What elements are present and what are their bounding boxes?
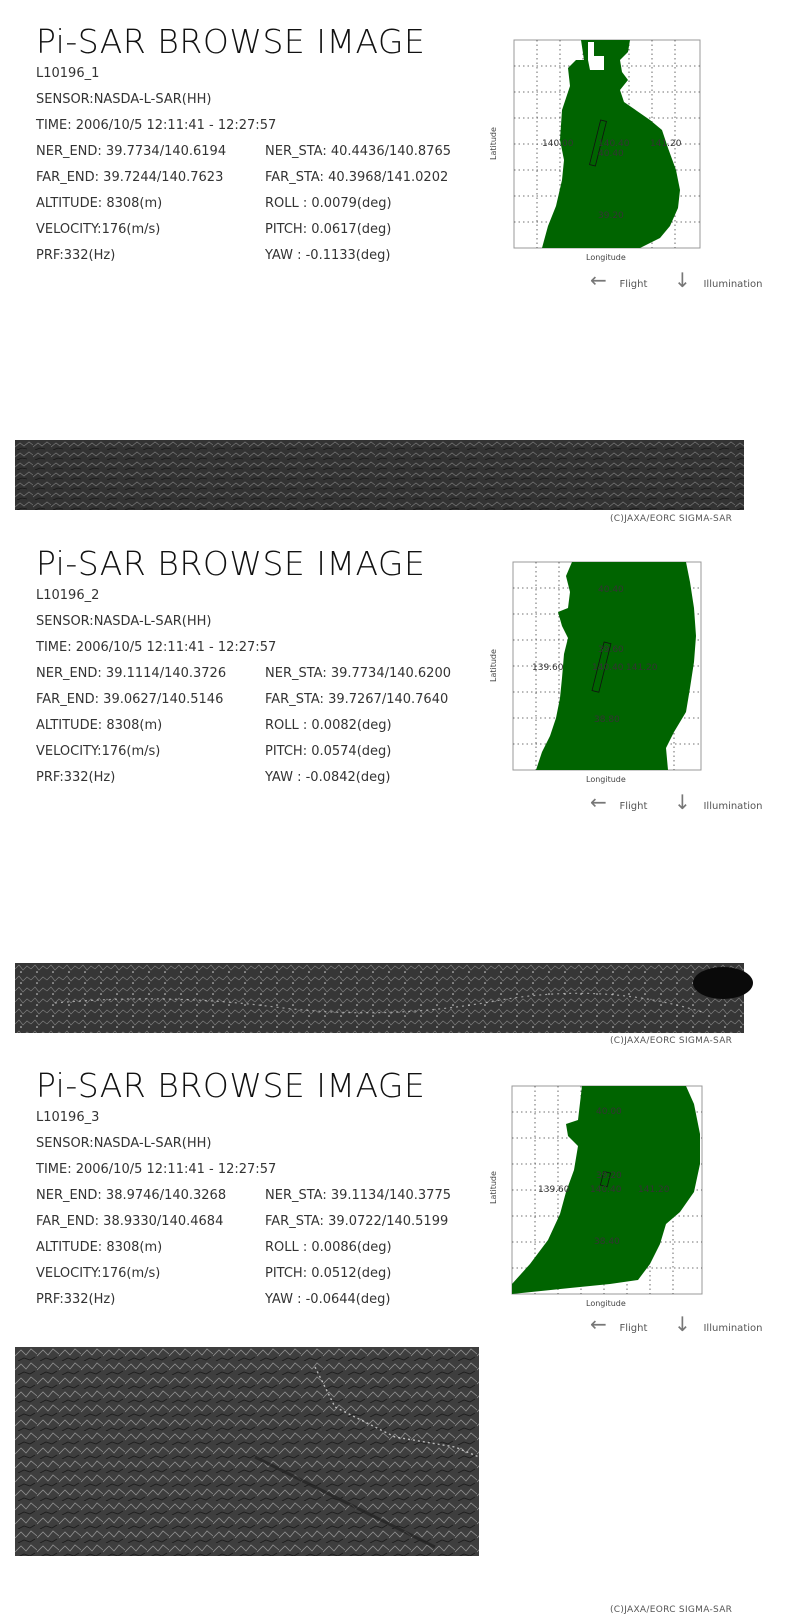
prf: PRF:332(Hz) (36, 770, 116, 785)
time-text: TIME: 2006/10/5 12:11:41 - 12:27:57 (36, 640, 277, 655)
credit-text: (C)JAXA/EORC SIGMA-SAR (610, 1605, 733, 1615)
roll: ROLL : 0.0086(deg) (265, 1240, 392, 1255)
velocity: VELOCITY:176(m/s) (36, 1266, 161, 1281)
lon-mid-label: 140.40 (592, 663, 624, 673)
illumination-arrow-icon: ↓ (674, 268, 691, 292)
lon-mid-label: 140.40 (598, 139, 630, 149)
location-map (490, 1074, 730, 1314)
flight-arrow-icon: ← (590, 1312, 607, 1336)
yaw: YAW : -0.0842(deg) (265, 770, 391, 785)
lat-top-label: 40.00 (596, 1107, 622, 1117)
lon-right-label: 141.20 (650, 139, 682, 149)
sensor-text: SENSOR:NASDA-L-SAR(HH) (36, 92, 212, 107)
scene-id: L10196_1 (36, 66, 100, 81)
lon-left-label: 139.60 (538, 1185, 570, 1195)
credit-text: (C)JAXA/EORC SIGMA-SAR (610, 1036, 733, 1046)
yaw: YAW : -0.0644(deg) (265, 1292, 391, 1307)
lat-mid-label: 40.40 (598, 149, 624, 159)
ner-end: NER_END: 39.7734/140.6194 (36, 144, 227, 159)
ner-end: NER_END: 39.1114/140.3726 (36, 666, 227, 681)
illumination-arrow-icon: ↓ (674, 790, 691, 814)
lat-top-label: 40.40 (598, 585, 624, 595)
roll: ROLL : 0.0082(deg) (265, 718, 392, 733)
pitch: PITCH: 0.0512(deg) (265, 1266, 392, 1281)
far-end: FAR_END: 39.0627/140.5146 (36, 692, 224, 707)
yaw: YAW : -0.1133(deg) (265, 248, 391, 263)
illumination-arrow-icon: ↓ (674, 1312, 691, 1336)
pitch: PITCH: 0.0617(deg) (265, 222, 392, 237)
flight-arrow-icon: ← (590, 790, 607, 814)
roll: ROLL : 0.0079(deg) (265, 196, 392, 211)
prf: PRF:332(Hz) (36, 248, 116, 263)
sar-strip-image-1 (15, 440, 744, 510)
illumination-label: Illumination (703, 801, 763, 812)
ner-sta: NER_STA: 39.7734/140.6200 (265, 666, 451, 681)
map-xlabel: Longitude (586, 253, 626, 262)
map-ylabel: Latitude (489, 649, 498, 682)
far-sta: FAR_STA: 40.3968/141.0202 (265, 170, 449, 185)
lon-left-label: 140.00 (542, 139, 574, 149)
lon-right-label: 141.20 (638, 1185, 670, 1195)
flight-label: Flight (619, 279, 648, 290)
lat-bottom-label: 39.20 (598, 211, 624, 221)
location-map (490, 552, 730, 792)
page-title: Pi-SAR BROWSE IMAGE (36, 544, 426, 583)
velocity: VELOCITY:176(m/s) (36, 744, 161, 759)
map-xlabel: Longitude (586, 775, 626, 784)
flight-arrow-icon: ← (590, 268, 607, 292)
prf: PRF:332(Hz) (36, 1292, 116, 1307)
altitude: ALTITUDE: 8308(m) (36, 718, 163, 733)
page-title: Pi-SAR BROWSE IMAGE (36, 22, 426, 61)
scene-id: L10196_3 (36, 1110, 100, 1125)
altitude: ALTITUDE: 8308(m) (36, 196, 163, 211)
location-map (490, 30, 730, 270)
velocity: VELOCITY:176(m/s) (36, 222, 161, 237)
lon-left-label: 139.60 (532, 663, 564, 673)
ner-end: NER_END: 38.9746/140.3268 (36, 1188, 227, 1203)
altitude: ALTITUDE: 8308(m) (36, 1240, 163, 1255)
map-xlabel: Longitude (586, 1299, 626, 1308)
scene-id: L10196_2 (36, 588, 100, 603)
flight-label: Flight (619, 1323, 648, 1334)
lon-right-label: 141.20 (626, 663, 658, 673)
illumination-label: Illumination (703, 1323, 763, 1334)
far-end: FAR_END: 39.7244/140.7623 (36, 170, 224, 185)
lat-mid-label: 39.60 (598, 645, 624, 655)
ner-sta: NER_STA: 40.4436/140.8765 (265, 144, 451, 159)
time-text: TIME: 2006/10/5 12:11:41 - 12:27:57 (36, 1162, 277, 1177)
sensor-text: SENSOR:NASDA-L-SAR(HH) (36, 614, 212, 629)
sensor-text: SENSOR:NASDA-L-SAR(HH) (36, 1136, 212, 1151)
far-sta: FAR_STA: 39.0722/140.5199 (265, 1214, 449, 1229)
pitch: PITCH: 0.0574(deg) (265, 744, 392, 759)
sar-strip-image-2 (15, 963, 744, 1033)
map-ylabel: Latitude (489, 127, 498, 160)
lat-bottom-label: 38.80 (594, 715, 620, 725)
time-text: TIME: 2006/10/5 12:11:41 - 12:27:57 (36, 118, 277, 133)
lon-mid-label: 140.40 (590, 1185, 622, 1195)
lat-bottom-label: 38.40 (594, 1237, 620, 1247)
flight-label: Flight (619, 801, 648, 812)
far-end: FAR_END: 38.9330/140.4684 (36, 1214, 224, 1229)
illumination-label: Illumination (703, 279, 763, 290)
page-title: Pi-SAR BROWSE IMAGE (36, 1066, 426, 1105)
credit-text: (C)JAXA/EORC SIGMA-SAR (610, 514, 733, 524)
ner-sta: NER_STA: 39.1134/140.3775 (265, 1188, 451, 1203)
sar-strip-image-3 (15, 1347, 479, 1556)
lat-mid-label: 39.20 (596, 1171, 622, 1181)
far-sta: FAR_STA: 39.7267/140.7640 (265, 692, 449, 707)
map-ylabel: Latitude (489, 1171, 498, 1204)
